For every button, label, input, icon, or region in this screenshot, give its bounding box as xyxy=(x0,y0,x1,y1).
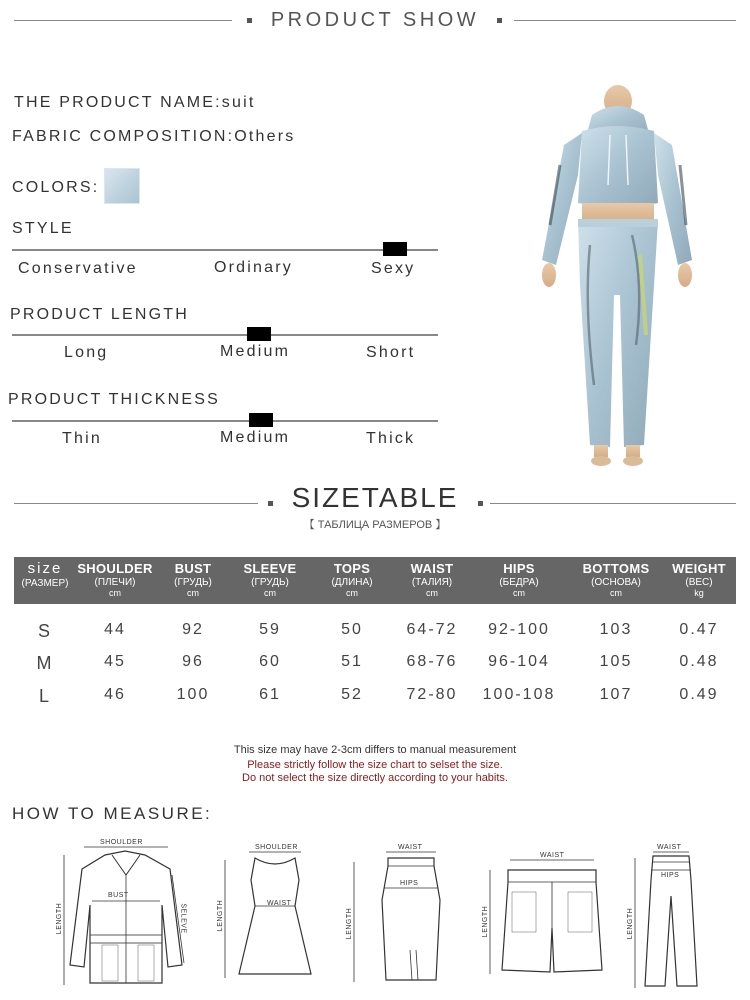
header-unit: cm xyxy=(109,588,121,598)
header-sublabel: (ПЛЕЧИ) xyxy=(94,577,136,588)
table-cell: 96 xyxy=(182,653,204,670)
header-sublabel: (ОСНОВА) xyxy=(591,577,641,588)
header-unit: cm xyxy=(346,588,358,598)
sizetable-subtitle: 【 ТАБЛИЦА РАЗМЕРОВ 】 xyxy=(303,519,447,531)
header-sublabel: (ДЛИНА) xyxy=(331,577,373,588)
jacket-sleeve-label: SELEVE xyxy=(179,903,187,934)
size-table-header-sleeve xyxy=(230,557,310,604)
table-cell: 64-72 xyxy=(406,621,458,638)
header-sublabel: (РАЗМЕР) xyxy=(21,578,69,589)
length-scale-line xyxy=(12,334,438,336)
table-cell: 100-108 xyxy=(482,686,556,703)
skirt-waist-label: WAIST xyxy=(398,844,423,851)
header-sublabel: (ТАЛИЯ) xyxy=(411,577,453,588)
header-unit: cm xyxy=(264,588,276,598)
header-unit: kg xyxy=(694,588,704,598)
shorts-waist-label: WAIST xyxy=(540,852,565,859)
size-table-header-hips xyxy=(472,557,566,604)
note-habits: Do not select the size directly according to your habits. xyxy=(242,772,508,784)
measure-diagram-jacket xyxy=(50,835,200,995)
table-cell: 68-76 xyxy=(406,653,458,670)
style-marker xyxy=(383,242,407,256)
table-cell: 105 xyxy=(599,653,633,670)
skirt-hips-label: HIPS xyxy=(400,880,419,887)
sizetable-rule-right xyxy=(490,503,736,504)
header-sublabel: (ГРУДЬ) xyxy=(251,577,289,588)
length-option-short: Short xyxy=(366,344,416,361)
header-sublabel: (ВЕС) xyxy=(685,577,713,588)
style-scale-line xyxy=(12,249,438,251)
shorts-length-label: LENGTH xyxy=(482,905,490,938)
measure-diagram-dress xyxy=(215,840,315,980)
size-table-header-bust xyxy=(156,557,230,604)
sizetable-dot-right xyxy=(478,501,483,506)
product-show-title: PRODUCT SHOW xyxy=(270,9,480,31)
header-label: size xyxy=(27,560,63,577)
table-cell: 92 xyxy=(182,621,204,638)
header-dot-left xyxy=(247,18,252,23)
table-cell: 59 xyxy=(259,621,281,638)
measure-diagram-pants xyxy=(625,840,705,990)
fabric-composition: FABRIC COMPOSITION:Others xyxy=(12,128,296,145)
colors-label: COLORS: xyxy=(12,179,100,196)
table-cell: 45 xyxy=(104,653,126,670)
size-table-header-size xyxy=(14,557,76,604)
table-cell: 0.48 xyxy=(679,653,719,670)
size-cell: L xyxy=(38,686,51,706)
size-table-header-weight xyxy=(662,557,736,604)
thickness-heading: PRODUCT THICKNESS xyxy=(8,391,220,408)
length-option-medium: Medium xyxy=(220,343,291,360)
size-table-header-bottoms xyxy=(566,557,666,604)
pants-length-label: LENGTH xyxy=(627,907,635,940)
color-swatch[interactable] xyxy=(104,168,140,204)
table-cell: 100 xyxy=(176,686,210,703)
table-cell: 60 xyxy=(259,653,281,670)
note-measurement: This size may have 2-3cm differs to manual measurement xyxy=(233,744,517,756)
table-cell: 61 xyxy=(259,686,281,703)
table-cell: 46 xyxy=(104,686,126,703)
style-option-conservative: Conservative xyxy=(18,260,138,277)
table-cell: 96-104 xyxy=(488,653,550,670)
size-table-header-shoulder xyxy=(75,557,155,604)
jacket-bust-label: BUST xyxy=(108,892,129,899)
header-rule-left xyxy=(14,20,232,21)
header-label: SLEEVE xyxy=(243,561,297,576)
jacket-shoulder-label: SHOULDER xyxy=(100,839,143,846)
header-label: HIPS xyxy=(503,561,535,576)
size-table-header-waist xyxy=(392,557,472,604)
table-cell: 44 xyxy=(104,621,126,638)
table-cell: 92-100 xyxy=(488,621,550,638)
dress-shoulder-label: SHOULDER xyxy=(255,844,298,851)
table-cell: 72-80 xyxy=(406,686,458,703)
size-cell: M xyxy=(36,653,54,673)
size-table-body xyxy=(14,604,736,717)
product-photo xyxy=(520,85,720,470)
length-marker xyxy=(247,327,271,341)
product-name: THE PRODUCT NAME:suit xyxy=(14,94,256,111)
size-cell: S xyxy=(37,621,52,641)
header-sublabel: (БЕДРА) xyxy=(499,577,539,588)
table-cell: 103 xyxy=(599,621,633,638)
table-cell: 0.49 xyxy=(679,686,719,703)
length-option-long: Long xyxy=(64,344,109,361)
table-cell: 50 xyxy=(341,621,363,638)
header-dot-right xyxy=(497,18,502,23)
header-label: SHOULDER xyxy=(77,561,153,576)
measure-diagram-shorts xyxy=(478,848,608,978)
header-label: BUST xyxy=(174,561,212,576)
how-to-measure-title: HOW TO MEASURE: xyxy=(12,804,213,823)
table-cell: 0.47 xyxy=(679,621,719,638)
thickness-scale-line xyxy=(12,420,438,422)
header-unit: cm xyxy=(426,588,438,598)
table-cell: 107 xyxy=(599,686,633,703)
header-unit: cm xyxy=(610,588,622,598)
thickness-option-medium: Medium xyxy=(220,429,291,446)
dress-waist-label: WAIST xyxy=(267,900,292,907)
table-cell: 51 xyxy=(341,653,363,670)
dress-length-label: LENGTH xyxy=(217,899,225,932)
pants-hips-label: HIPS xyxy=(661,872,680,879)
table-cell: 52 xyxy=(341,686,363,703)
jacket-length-label: LENGTH xyxy=(56,902,64,935)
length-heading: PRODUCT LENGTH xyxy=(10,306,189,323)
size-table-header-row xyxy=(14,557,736,604)
thickness-option-thin: Thin xyxy=(62,430,102,447)
sizetable-dot-left xyxy=(268,501,273,506)
header-unit: cm xyxy=(513,588,525,598)
thickness-marker xyxy=(249,413,273,427)
note-follow-chart: Please strictly follow the size chart to selset the size. xyxy=(247,759,503,771)
header-unit: cm xyxy=(187,588,199,598)
style-option-sexy: Sexy xyxy=(371,260,416,277)
style-heading: STYLE xyxy=(12,220,74,237)
sizetable-title: SIZETABLE xyxy=(291,482,459,513)
skirt-length-label: LENGTH xyxy=(346,907,354,940)
measure-diagram-skirt xyxy=(340,840,450,985)
header-label: WEIGHT xyxy=(672,561,726,576)
header-label: WAIST xyxy=(410,561,454,576)
header-sublabel: (ГРУДЬ) xyxy=(174,577,212,588)
header-label: BOTTOMS xyxy=(582,561,650,576)
header-label: TOPS xyxy=(333,561,371,576)
sizetable-rule-left xyxy=(14,503,258,504)
size-table-header-tops xyxy=(312,557,392,604)
size-table xyxy=(14,557,736,717)
thickness-option-thick: Thick xyxy=(366,430,416,447)
pants-waist-label: WAIST xyxy=(657,844,682,851)
header-rule-right xyxy=(514,20,736,21)
style-option-ordinary: Ordinary xyxy=(214,259,293,276)
